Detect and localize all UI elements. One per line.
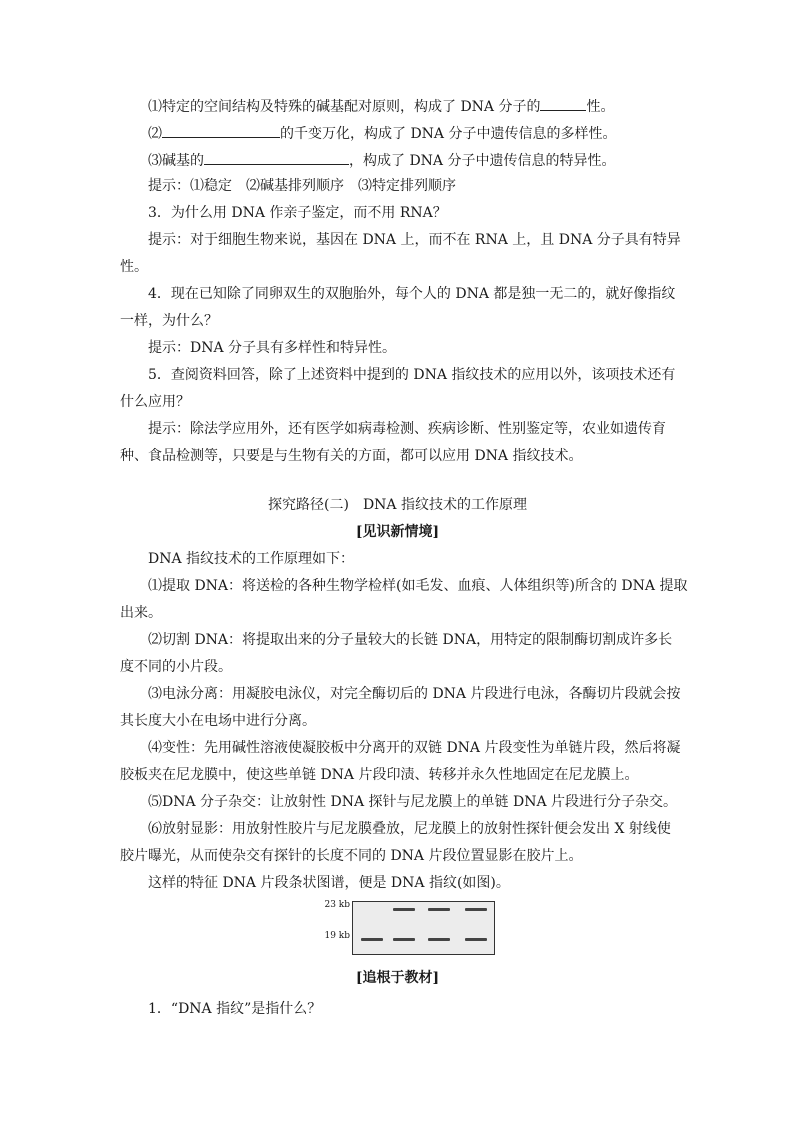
- answer-3-line-1: 提示：对于细胞生物来说，基因在 DNA 上，而不在 RNA 上，且 DNA 分子具有特异: [148, 232, 681, 248]
- band-19kb-1: [361, 938, 383, 941]
- dna-fingerprint-figure: [120, 897, 675, 965]
- intro-text: DNA 指纹技术的工作原理如下：: [148, 551, 355, 567]
- item-3-prefix: ⑶碱基的: [148, 153, 204, 169]
- figure-intro: 这样的特征 DNA 片段条状图谱，便是 DNA 指纹(如图)。: [148, 875, 510, 891]
- section-gap: [120, 470, 675, 492]
- step-2-line-2: 度不同的小片段。: [120, 659, 232, 675]
- section-subtitle-2: [追根于教材]: [355, 970, 440, 986]
- label-23kb: 23 kb: [324, 900, 350, 910]
- answer-3-line-2: 性。: [120, 259, 148, 275]
- item-1-suffix: 性。: [586, 99, 615, 115]
- question-5-line-2: 什么应用？: [120, 394, 190, 410]
- band-23kb-1: [393, 908, 415, 911]
- band-23kb-3: [465, 908, 487, 911]
- step-3-line-1: ⑶电泳分离：用凝胶电泳仪，对完全酶切后的 DNA 片段进行电泳，各酶切片段就会按: [148, 686, 681, 702]
- step-4-line-1: ⑷变性：先用碱性溶液使凝胶板中分离开的双链 DNA 片段变性为单链片段，然后将凝: [148, 740, 681, 756]
- page-content: [120, 92, 688, 1023]
- step-3-line-2: 其长度大小在电场中进行分离。: [120, 713, 316, 729]
- hint-items: 提示：⑴稳定 ⑵碱基排列顺序 ⑶特定排列顺序: [148, 178, 456, 194]
- question-1: 1．“DNA 指纹”是指什么？: [148, 1001, 322, 1017]
- answer-blank-1: [540, 92, 586, 111]
- step-6-line-2: 胶片曝光，从而使杂交有探针的长度不同的 DNA 片段位置显影在胶片上。: [120, 848, 583, 864]
- step-1-line-1: ⑴提取 DNA：将送检的各种生物学检样(如毛发、血痕、人体组织等)所含的 DNA 提取: [148, 578, 688, 594]
- question-4-line-2: 一样，为什么？: [120, 313, 218, 329]
- step-6-line-1: ⑹放射显影：用放射性胶片与尼龙膜叠放，尼龙膜上的放射性探针便会发出 X 射线使: [148, 821, 671, 837]
- band-23kb-2: [428, 908, 450, 911]
- item-3: [120, 146, 675, 173]
- gel-image: [352, 901, 495, 955]
- section-title: 探究路径(二) DNA 指纹技术的工作原理: [268, 497, 527, 513]
- question-4-line-1: 4．现在已知除了同卵双生的双胞胎外，每个人的 DNA 都是独一无二的，就好像指纹: [148, 286, 676, 302]
- item-1: [120, 92, 675, 119]
- step-1-line-2: 出来。: [120, 605, 162, 621]
- item-1-text: ⑴特定的空间结构及特殊的碱基配对原则，构成了 DNA 分子的: [148, 99, 541, 115]
- answer-blank-3: [204, 146, 349, 165]
- step-5: ⑸DNA 分子杂交：让放射性 DNA 探针与尼龙膜上的单链 DNA 片段进行分子杂交。: [148, 794, 678, 810]
- band-19kb-3: [428, 938, 450, 941]
- answer-5-line-1: 提示：除法学应用外，还有医学如病毒检测、疾病诊断、性别鉴定等，农业如遗传育: [148, 421, 666, 437]
- item-2-text: 的千变万化，构成了 DNA 分子中遗传信息的多样性。: [280, 126, 617, 142]
- answer-4: 提示：DNA 分子具有多样性和特异性。: [148, 340, 397, 356]
- label-19kb: 19 kb: [324, 931, 350, 941]
- answer-blank-2: [162, 119, 280, 138]
- item-2-prefix: ⑵: [148, 126, 162, 142]
- answer-5-line-2: 种、食品检测等，只要是与生物有关的方面，都可以应用 DNA 指纹技术。: [120, 448, 583, 464]
- section-subtitle: [见识新情境]: [355, 524, 440, 540]
- question-3: 3．为什么用 DNA 作亲子鉴定，而不用 RNA？: [148, 205, 447, 221]
- step-2-line-1: ⑵切割 DNA：将提取出来的分子量较大的长链 DNA，用特定的限制酶切割成许多长: [148, 632, 673, 648]
- band-19kb-2: [393, 938, 415, 941]
- item-2: [120, 119, 675, 146]
- item-3-text: ，构成了 DNA 分子中遗传信息的特异性。: [349, 153, 616, 169]
- band-19kb-4: [465, 938, 487, 941]
- step-4-line-2: 胶板夹在尼龙膜中，使这些单链 DNA 片段印渍、转移并永久性地固定在尼龙膜上。: [120, 767, 639, 783]
- question-5-line-1: 5．查阅资料回答，除了上述资料中提到的 DNA 指纹技术的应用以外，该项技术还有: [148, 367, 676, 383]
